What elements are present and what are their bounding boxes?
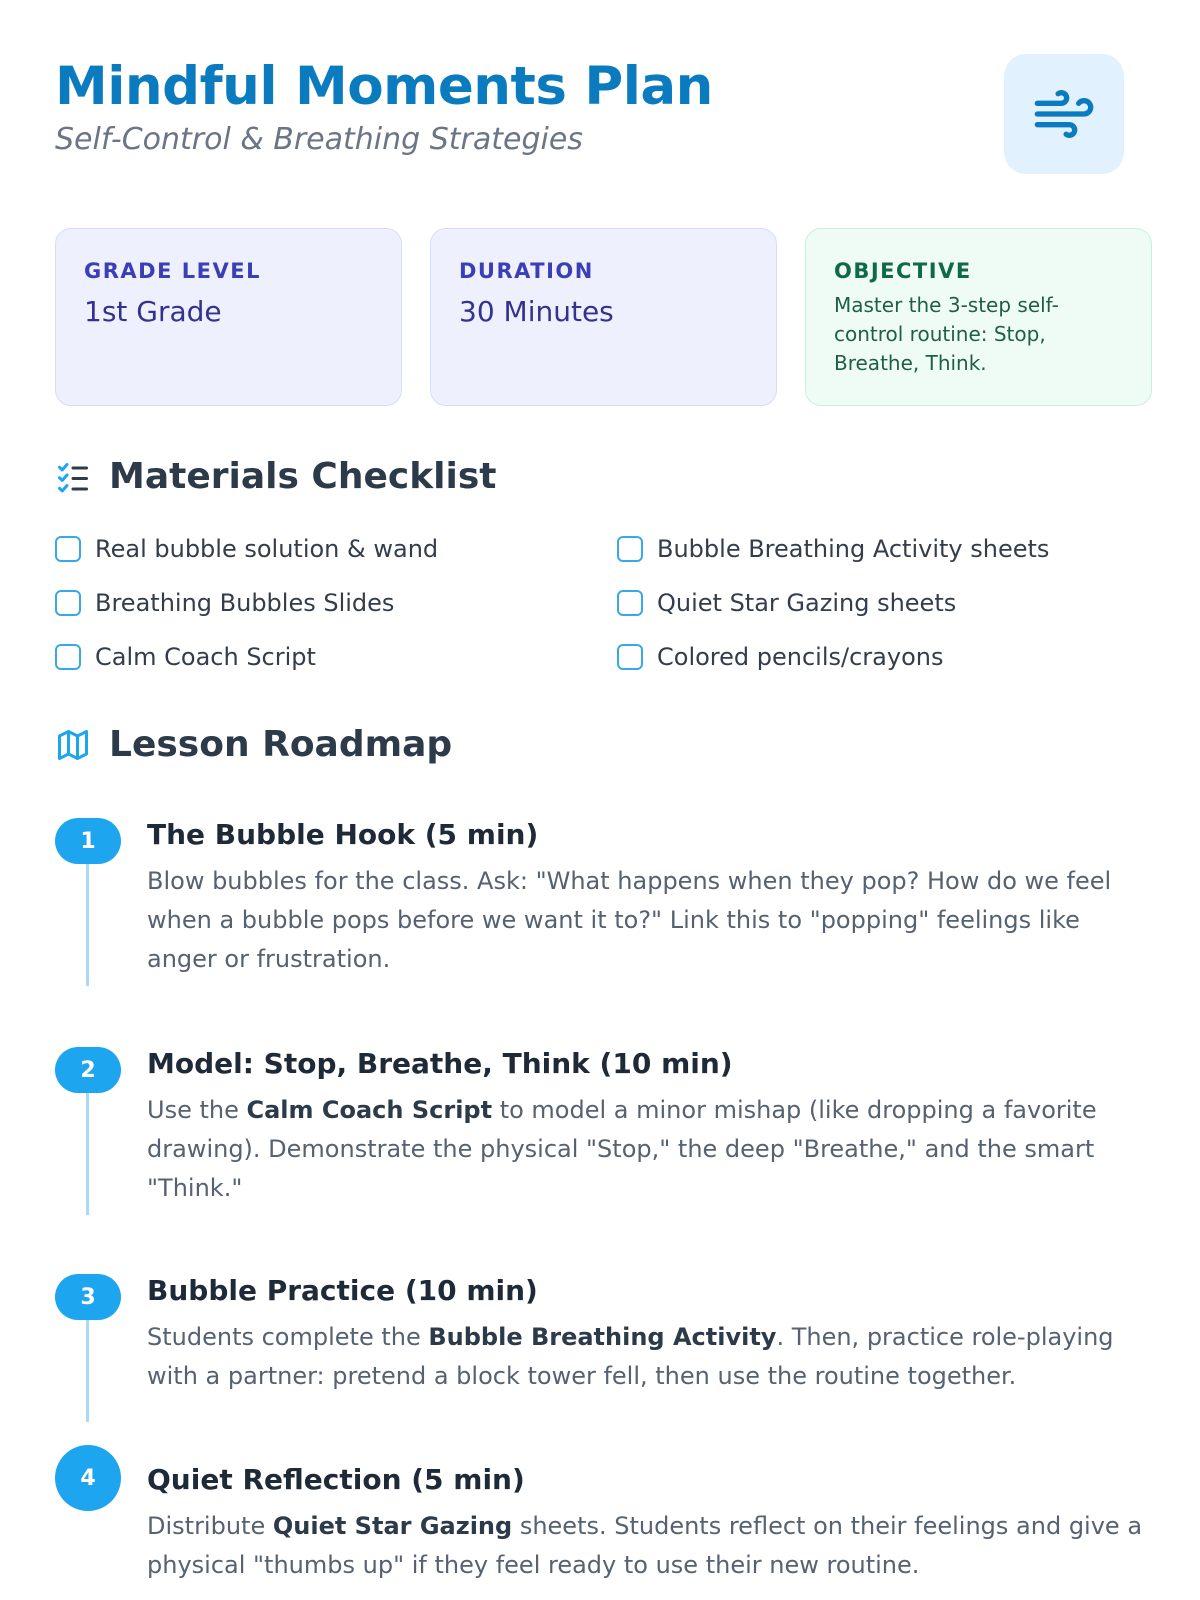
checklist-item-label: Quiet Star Gazing sheets [657,588,957,617]
duration-label: DURATION [459,259,594,283]
roadmap-title: Lesson Roadmap [109,724,453,765]
step-number-badge: 1 [55,818,121,864]
objective-label: OBJECTIVE [834,259,972,283]
page-header [55,58,1124,178]
map-icon [55,727,91,763]
checkbox[interactable] [617,644,643,670]
step-description-text: Students complete the [147,1322,429,1351]
checklist-item-label: Calm Coach Script [95,642,316,671]
wind-icon [1032,82,1096,146]
grade-level-label: GRADE LEVEL [84,259,261,283]
checkbox[interactable] [55,644,81,670]
step-connector [86,864,89,986]
checkbox[interactable] [617,536,643,562]
step-description [147,1091,1147,1208]
objective-card [805,228,1152,406]
checklist-icon [55,459,91,495]
step-description-text: . Then, practice role-playing with a partner: pretend a block tower fell, then use the routine together. [147,1322,1114,1390]
step-connector [86,1320,89,1422]
checklist-item-label: Real bubble solution & wand [95,534,439,563]
materials-heading [55,456,497,497]
step-body [147,1047,1147,1208]
checklist-item[interactable] [617,643,1155,670]
checkbox[interactable] [617,590,643,616]
step-description-text: sheets. Students reflect on their feelings and give a physical "thumbs up" if they feel ready to use their new routine. [147,1511,1143,1579]
step-title: The Bubble Hook (5 min) [147,818,539,851]
step-connector [86,1093,89,1215]
step-title: Model: Stop, Breathe, Think (10 min) [147,1047,733,1080]
checklist-item[interactable] [55,643,617,670]
step-description-emphasis: Quiet Star Gazing [272,1511,513,1540]
step-body [147,818,1147,979]
header-badge [1004,54,1124,174]
page-title: Mindful Moments Plan [55,56,713,117]
step-description-text: Distribute [147,1511,273,1540]
step-title: Bubble Practice (10 min) [147,1274,538,1307]
step-description-emphasis: Calm Coach Script [246,1095,493,1124]
roadmap-heading [55,724,452,765]
grade-level-value: 1st Grade [84,295,222,328]
step-body [147,1463,1147,1585]
checklist-item[interactable] [55,589,617,616]
grade-level-card [55,228,402,406]
step-number-badge: 2 [55,1047,121,1093]
step-description-emphasis: Bubble Breathing Activity [428,1322,777,1351]
info-cards [55,228,1152,406]
step-title: Quiet Reflection (5 min) [147,1463,525,1496]
checklist-item[interactable] [617,589,1155,616]
duration-card [430,228,777,406]
step-description-text: Use the [147,1095,247,1124]
checklist-item-label: Colored pencils/crayons [657,642,944,671]
step-description [147,1507,1147,1585]
materials-checklist [55,535,1155,670]
objective-text: Master the 3-step self-control routine: Stop, Breathe, Think. [834,293,1059,375]
page-subtitle: Self-Control & Breathing Strategies [55,122,583,158]
checkbox[interactable] [55,536,81,562]
step-number-badge: 4 [55,1445,121,1511]
step-description [147,862,1147,979]
step-description-text: to model a minor mishap (like dropping a favorite drawing). Demonstrate the physical "Stop," the deep "Breathe," and the smart "Think." [147,1095,1097,1202]
materials-title: Materials Checklist [109,456,497,497]
lesson-roadmap [55,818,1155,1600]
duration-value: 30 Minutes [459,295,614,328]
checklist-item-label: Breathing Bubbles Slides [95,588,395,617]
checklist-item[interactable] [617,535,1155,562]
checkbox[interactable] [55,590,81,616]
step-body [147,1274,1147,1396]
step-description-text: Blow bubbles for the class. Ask: "What happens when they pop? How do we feel when a bubble pops before we want it to?" Link this to "popping" feelings like anger or frustration. [147,866,1112,973]
step-number-badge: 3 [55,1274,121,1320]
step-description [147,1318,1147,1396]
checklist-item-label: Bubble Breathing Activity sheets [657,534,1050,563]
checklist-item[interactable] [55,535,617,562]
